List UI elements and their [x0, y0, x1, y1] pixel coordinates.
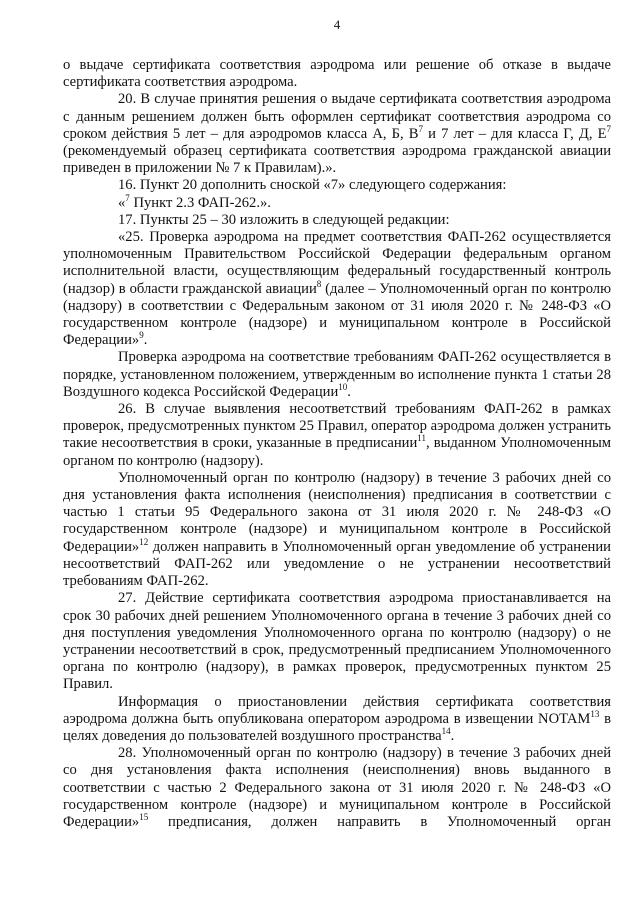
text-run: 27. Действие сертификата соответствия аэродрома приостанавливается на срок 30 рабочих дней решением Уполномоченного органа в течение 3 рабочих дней со дня поступления уведомления Уполномоченного органа по контролю (надзору) о не устранении несоответствий в срок, предусмотренный предписанием Уполномоченного органа по контролю (надзору), в рамках проверок, предусмотренных пунктом 25 Правил. — [63, 590, 611, 693]
paragraph-7 — [63, 349, 611, 401]
text-run: предписания, должен направить в Уполномоченный орган — [148, 813, 611, 830]
paragraph-9 — [63, 470, 611, 590]
paragraph-6 — [63, 229, 611, 349]
text-run: 17. Пункты 25 – 30 изложить в следующей редакции: — [118, 211, 450, 228]
text-run: «25. Проверка аэродрома на предмет соответствия ФАП-262 осуществляется уполномоченным Правительством Российской Федерации федеральным органом исполнительной власти, осуществляющим федеральный государственный контроль (надзор) в области гражданской авиации — [63, 229, 611, 297]
text-run: . — [347, 383, 351, 400]
footnote-ref: 8 — [316, 278, 322, 289]
text-run: Проверка аэродрома на соответствие требованиям ФАП-262 осуществляется в порядке, установленном положением, утвержденным во исполнение пункта 1 статьи 28 Воздушного кодекса Российской Федерации — [63, 349, 611, 400]
page-number: 4 — [333, 17, 341, 32]
footnote-ref: 10 — [338, 381, 348, 392]
text-run: « — [118, 194, 126, 211]
paragraph-1 — [63, 57, 611, 91]
footnote-ref: 14 — [441, 725, 451, 736]
text-run: 16. Пункт 20 дополнить сноской «7» следующего содержания: — [118, 177, 507, 194]
footnote-ref: 11 — [417, 433, 426, 444]
text-run: и 7 лет – для класса Г, Д, Е — [423, 125, 607, 142]
text-run: (далее – Уполномоченный орган по контролю (надзору) в соответствии с Федеральным законом от 31 июля 2020 г. № 248-ФЗ «О государственном контроле (надзоре) и муниципальном контроле в Российской Федерации» — [63, 280, 611, 349]
paragraph-2 — [63, 91, 611, 177]
text-run: . — [143, 332, 148, 349]
text-run: Пункт 2.3 ФАП-262.». — [129, 194, 271, 211]
paragraph-4 — [63, 192, 611, 212]
document-body — [63, 57, 611, 831]
paragraph-5 — [63, 212, 611, 229]
text-run: Информация о приостановлении действия сертификата соответствия аэродрома должна быть опубликована оператором аэродрома в извещении NOTAM — [63, 693, 611, 727]
footnote-ref: 7 — [125, 192, 130, 203]
text-run: о выдаче сертификата соответствия аэродрома или решение об отказе в выдаче сертификата соответствия аэродрома. — [63, 57, 611, 91]
text-run: 28. Уполномоченный орган по контролю (надзору) в течение 3 рабочих дней со дня установления факта исполнения (неисполнения) вновь выданного в соответствии с частью 2 Федерального закона от 31 июля 2020 г. № 248-ФЗ «О государственном контроле (надзоре) и муниципальном контроле в Российской Федерации» — [63, 745, 611, 830]
footnote-ref: 15 — [139, 811, 149, 822]
paragraph-10 — [63, 590, 611, 693]
footnote-ref: 12 — [139, 536, 149, 547]
footnote-ref: 13 — [590, 708, 600, 719]
footnote-ref: 7 — [418, 123, 424, 134]
footnote-ref: 9 — [139, 330, 144, 341]
paragraph-12 — [63, 745, 611, 831]
text-run: должен направить в Уполномоченный орган уведомление об устранении несоответствий ФАП-262 или уведомление о не устранении несоответствий требованиям ФАП-262. — [63, 538, 611, 590]
text-run: . — [450, 727, 455, 744]
paragraph-3 — [63, 177, 611, 194]
text-run: в целях доведения до пользователей воздушного пространства — [63, 710, 611, 744]
paragraph-8 — [63, 401, 611, 470]
text-run: , выданном Уполномоченным органом по контролю (надзору). — [63, 435, 611, 469]
text-run: 20. В случае принятия решения о выдаче сертификата соответствия аэродрома с данным решением должен быть оформлен сертификат соответствия аэродрома со сроком действия 5 лет – для аэродромов класса А, Б, В — [63, 91, 611, 142]
paragraph-11 — [63, 694, 611, 746]
footnote-ref: 7 — [606, 123, 612, 134]
text-run: 26. В случае выявления несоответствий требованиям ФАП-262 в рамках проверок, предусмотренных пунктом 25 Правил, оператор аэродрома должен устранить такие несоответствия в сроки, указанные в предписании — [63, 401, 611, 452]
text-run: Уполномоченный орган по контролю (надзору) в течение 3 рабочих дней со дня установления факта исполнения (неисполнения) предписания в соответствии с частью 1 статьи 95 Федерального закона от 31 июля 2020 г. № 248-ФЗ «О государственном контроле (надзоре) и муниципальном контроле в Российской Федерации» — [63, 469, 611, 555]
text-run: (рекомендуемый образец сертификата соответствия аэродрома гражданской авиации приведен в приложении № 7 к Правилам).». — [63, 143, 611, 177]
